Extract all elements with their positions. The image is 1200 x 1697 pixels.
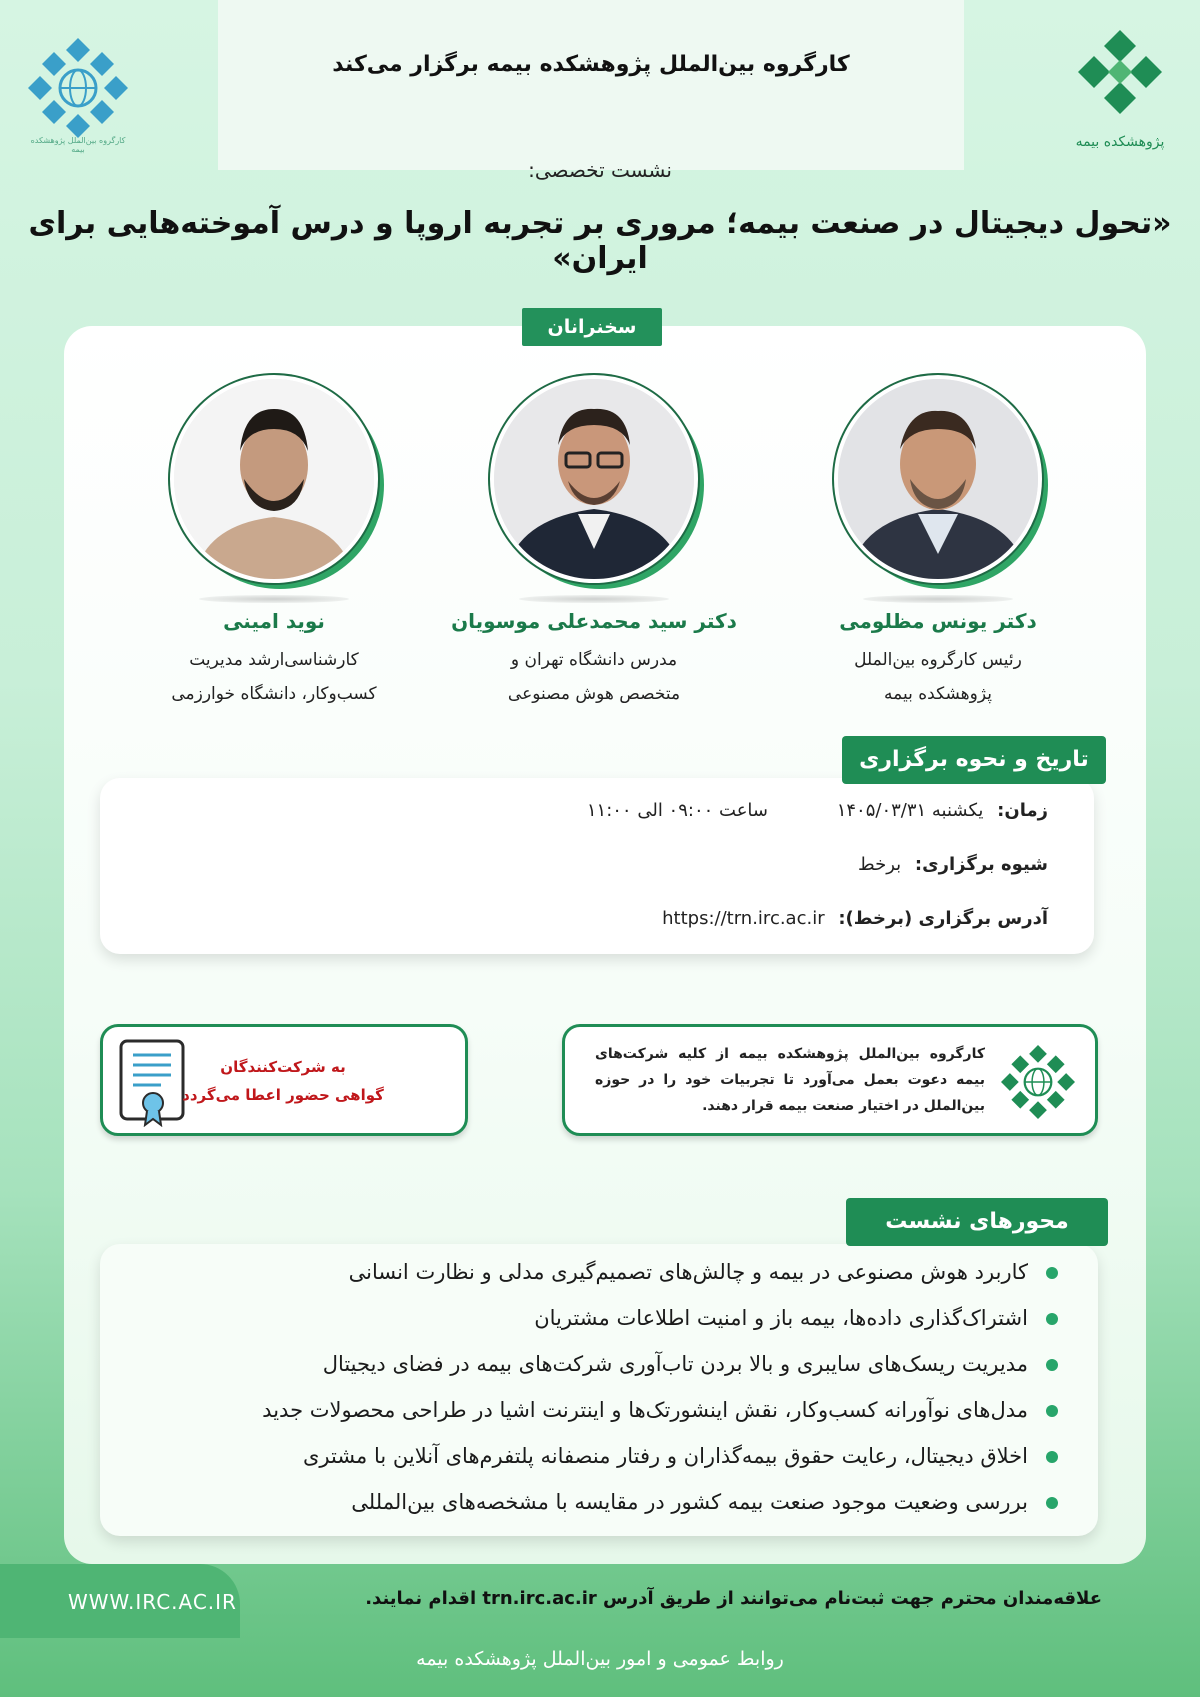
list-item [534, 1306, 1058, 1330]
speaker-name: نوید امینی [223, 609, 325, 633]
address-label: آدرس برگزاری (برخط): [838, 908, 1048, 929]
person-photo-icon [174, 379, 374, 579]
schedule-card [100, 778, 1094, 954]
person-photo-icon [494, 379, 694, 579]
invite-box [562, 1024, 1098, 1136]
bullet-icon [1046, 1267, 1058, 1279]
speaker-role-line: مدرس دانشگاه تهران و [510, 650, 678, 670]
time-value: ساعت ۰۹:۰۰ الی ۱۱:۰۰ [586, 800, 768, 821]
avatar [170, 375, 378, 583]
invite-text: کارگروه بین‌الملل پژوهشکده بیمه از کلیه شرکت‌های بیمه دعوت بعمل می‌آورد تا تجربیات خود را در حوزه بین‌الملل در اختیار صنعت بیمه قرار دهند. [595, 1046, 985, 1114]
certificate-box [100, 1024, 468, 1136]
list-item [323, 1352, 1058, 1376]
speaker-role-line: متخصص هوش مصنوعی [507, 684, 681, 704]
bottom-note: روابط عمومی و امور بین‌الملل پژوهشکده بیمه [416, 1648, 784, 1670]
time-label: زمان: [997, 800, 1048, 821]
certificate-line: گواهی حضور اعطا می‌گردد [182, 1086, 384, 1104]
session-label: نشست تخصصی: [528, 158, 672, 182]
speaker-role-line: رئیس کارگروه بین‌الملل [854, 650, 1022, 670]
speaker-card [778, 375, 1098, 711]
list-item [351, 1490, 1058, 1514]
green-diamond-icon [1070, 30, 1170, 130]
speaker-role [114, 643, 434, 711]
speaker-role-line: کارشناسی‌ارشد مدیریت [189, 650, 359, 670]
speaker-card [114, 375, 434, 711]
method-label: شیوه برگزاری: [914, 854, 1048, 875]
divider [519, 595, 669, 603]
topic-text: مدیریت ریسک‌های سایبری و بالا بردن تاب‌آوری شرکت‌های بیمه در فضای دیجیتال [322, 1352, 1028, 1376]
topic-text: اشتراک‌گذاری داده‌ها، بیمه باز و امنیت اطلاعات مشتریان [534, 1306, 1028, 1330]
session-title: «تحول دیجیتال در صنعت بیمه؛ مروری بر تجربه اروپا و درس آموخته‌هایی برای ایران» [28, 206, 1172, 276]
list-item [262, 1398, 1058, 1422]
address-row [662, 908, 1048, 929]
speaker-role [778, 643, 1098, 711]
certificate-line: به شرکت‌کنندگان [220, 1058, 346, 1076]
bullet-icon [1046, 1359, 1058, 1371]
date-value: یکشنبه ۱۴۰۵/۰۳/۳۱ [836, 800, 984, 821]
topics-card [100, 1244, 1098, 1536]
divider [199, 595, 349, 603]
bullet-icon [1046, 1451, 1058, 1463]
bullet-icon [1046, 1497, 1058, 1509]
schedule-tab: تاریخ و نحوه برگزاری [842, 736, 1106, 784]
diamond-globe-icon [28, 38, 128, 138]
bullet-icon [1046, 1405, 1058, 1417]
institute-logo [1070, 30, 1170, 170]
speaker-role-line: کسب‌وکار، دانشگاه خوارزمی [171, 684, 377, 704]
avatar [490, 375, 698, 583]
organizer-line: کارگروه بین‌الملل پژوهشکده بیمه برگزار می‌کند [332, 52, 850, 77]
speaker-role-line: پژوهشکده بیمه [884, 684, 992, 704]
method-row [858, 854, 1048, 875]
logo-right-caption: پژوهشکده بیمه [1075, 134, 1165, 150]
address-link[interactable]: https://trn.irc.ac.ir [662, 908, 825, 929]
divider [863, 595, 1013, 603]
topics-tab: محورهای نشست [846, 1198, 1108, 1246]
list-item [349, 1260, 1058, 1284]
international-group-logo [28, 38, 128, 154]
logo-left-caption: کارگروه بین‌الملل پژوهشکده بیمه [30, 136, 126, 154]
register-note: علاقه‌مندان محترم جهت ثبت‌نام می‌توانند از طریق آدرس trn.irc.ac.ir اقدام نمایند. [365, 1588, 1102, 1609]
speaker-role [434, 643, 754, 711]
avatar [834, 375, 1042, 583]
speaker-name: دکتر یونس مظلومی [839, 609, 1037, 633]
speaker-name: دکتر سید محمدعلی موسویان [451, 609, 737, 633]
person-photo-icon [838, 379, 1038, 579]
globe-diamond-icon [1001, 1045, 1075, 1119]
topic-text: مدل‌های نوآورانه کسب‌وکار، نقش اینشورتک‌ها و اینترنت اشیا در طراحی محصولات جدید [262, 1398, 1028, 1422]
time-row [837, 800, 1048, 821]
certificate-text [173, 1053, 393, 1109]
topic-text: بررسی وضعیت موجود صنعت بیمه کشور در مقایسه با مشخصه‌های بین‌المللی [351, 1490, 1028, 1514]
speakers-tab: سخنرانان [522, 308, 662, 346]
method-value: برخط [858, 854, 902, 875]
topic-text: کاربرد هوش مصنوعی در بیمه و چالش‌های تصمیم‌گیری مدلی و نظارت انسانی [348, 1260, 1028, 1284]
topic-text: اخلاق دیجیتال، رعایت حقوق بیمه‌گذاران و رفتار منصفانه پلتفرم‌های آنلاین با مشتری [302, 1444, 1028, 1468]
bullet-icon [1046, 1313, 1058, 1325]
speaker-card [434, 375, 754, 711]
list-item [303, 1444, 1058, 1468]
header-panel [218, 0, 964, 170]
website-link[interactable]: WWW.IRC.AC.IR [68, 1590, 237, 1614]
